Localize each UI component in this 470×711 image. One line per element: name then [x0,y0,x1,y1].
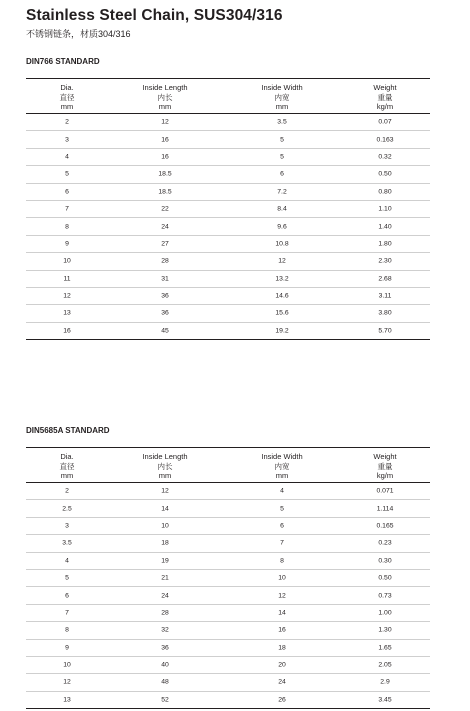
cell-weight: 0.165 [376,522,394,530]
cell-inside-width: 10.8 [275,240,289,248]
cell-inside-width: 9.6 [277,223,287,231]
table-row [26,166,430,183]
cell-weight: 0.32 [378,153,392,161]
cell-dia: 16 [63,327,71,335]
cell-weight: 2.30 [378,257,392,265]
cell-dia: 4 [65,557,69,565]
cell-inside-width: 26 [278,696,286,704]
cell-inside-length: 10 [161,522,169,530]
cell-inside-width: 12 [278,592,286,600]
cell-inside-width: 5 [280,153,284,161]
cell-inside-width: 3.5 [277,118,287,126]
cell-weight: 0.80 [378,188,392,196]
table-row [26,253,430,270]
table-row [26,323,430,340]
cell-dia: 11 [63,275,71,283]
cell-inside-width: 4 [280,487,284,495]
cell-inside-length: 12 [161,487,169,495]
cell-weight: 2.05 [378,661,392,669]
cell-inside-width: 8 [280,557,284,565]
cell-weight: 1.65 [378,644,392,652]
cell-inside-width: 18 [278,644,286,652]
cell-dia: 7 [65,205,69,213]
table-row [26,570,430,587]
table-row [26,622,430,639]
cell-inside-width: 16 [278,626,286,634]
cell-dia: 13 [63,309,71,317]
table-row [26,218,430,235]
table-row [26,605,430,622]
din5685a-standard-label: DIN5685A STANDARD [26,426,110,435]
cell-inside-width: 10 [278,574,286,582]
cell-inside-width: 6 [280,522,284,530]
cell-inside-length: 48 [161,678,169,686]
cell-inside-length: 16 [161,153,169,161]
cell-dia: 8 [65,223,69,231]
table-row [26,500,430,517]
cell-dia: 3 [65,522,69,530]
cell-weight: 1.114 [376,505,394,513]
cell-inside-width: 24 [278,678,286,686]
cell-inside-length: 18.5 [158,170,172,178]
cell-inside-length: 40 [161,661,169,669]
cell-inside-length: 16 [161,136,169,144]
header-dia: Dia. 直径 mm [59,452,75,480]
cell-inside-width: 12 [278,257,286,265]
cell-inside-length: 36 [161,644,169,652]
cell-dia: 4 [65,153,69,161]
table-header [26,78,430,114]
cell-weight: 1.30 [378,626,392,634]
cell-inside-length: 19 [161,557,169,565]
din766-table [26,78,430,340]
table-row [26,288,430,305]
header-weight: Weight 重量 kg/m [373,452,397,480]
cell-dia: 9 [65,240,69,248]
cell-inside-length: 12 [161,118,169,126]
cell-inside-length: 18 [161,539,169,547]
table-body [26,114,430,340]
table-row [26,674,430,691]
header-inside-length: Inside Length 内长 mm [142,83,188,111]
table-row [26,131,430,148]
table-row [26,518,430,535]
cell-inside-length: 14 [161,505,169,513]
cell-weight: 0.50 [378,574,392,582]
cell-inside-length: 24 [161,223,169,231]
cell-weight: 0.30 [378,557,392,565]
header-dia: Dia. 直径 mm [59,83,75,111]
cell-dia: 9 [65,644,69,652]
cell-inside-width: 5 [280,136,284,144]
table-row [26,587,430,604]
table-row [26,271,430,288]
cell-inside-width: 20 [278,661,286,669]
cell-inside-width: 14.6 [275,292,289,300]
cell-inside-length: 45 [161,327,169,335]
page-title: Stainless Steel Chain, SUS304/316 [26,7,283,24]
cell-inside-width: 7 [280,539,284,547]
cell-inside-length: 24 [161,592,169,600]
table-row [26,184,430,201]
table-row [26,692,430,709]
cell-inside-width: 19.2 [275,327,289,335]
cell-weight: 3.11 [378,292,392,300]
header-inside-length: Inside Length 内长 mm [142,452,188,480]
cell-inside-length: 32 [161,626,169,634]
header-inside-width: Inside Width 内宽 mm [261,83,303,111]
cell-weight: 3.80 [378,309,392,317]
cell-dia: 2 [65,487,69,495]
cell-dia: 13 [63,696,71,704]
cell-dia: 12 [63,292,71,300]
cell-weight: 0.071 [376,487,394,495]
cell-inside-length: 18.5 [158,188,172,196]
cell-inside-length: 28 [161,609,169,617]
cell-weight: 2.9 [380,678,390,686]
cell-weight: 0.163 [376,136,394,144]
cell-inside-width: 14 [278,609,286,617]
cell-weight: 1.40 [378,223,392,231]
table-row [26,114,430,131]
cell-weight: 1.00 [378,609,392,617]
cell-dia: 7 [65,609,69,617]
cell-dia: 3.5 [62,539,72,547]
table-row [26,483,430,500]
table-row [26,236,430,253]
cell-inside-length: 21 [161,574,169,582]
cell-dia: 10 [63,257,71,265]
table-row [26,305,430,322]
din766-standard-label: DIN766 STANDARD [26,57,100,66]
cell-dia: 5 [65,574,69,582]
cell-dia: 6 [65,188,69,196]
cell-dia: 2 [65,118,69,126]
cell-inside-length: 36 [161,292,169,300]
cell-weight: 0.50 [378,170,392,178]
cell-weight: 3.45 [378,696,392,704]
table-header [26,447,430,483]
table-row [26,553,430,570]
table-row [26,657,430,674]
cell-inside-width: 13.2 [275,275,289,283]
cell-weight: 1.10 [378,205,392,213]
cell-inside-width: 5 [280,505,284,513]
header-inside-width: Inside Width 内宽 mm [261,452,303,480]
cell-inside-width: 15.6 [275,309,289,317]
cell-weight: 5.70 [378,327,392,335]
cell-inside-width: 6 [280,170,284,178]
cell-inside-length: 22 [161,205,169,213]
cell-inside-width: 8.4 [277,205,287,213]
cell-dia: 10 [63,661,71,669]
page-subtitle: 不锈钢链条，材质304/316 [26,29,131,39]
table-row [26,535,430,552]
cell-inside-width: 7.2 [277,188,287,196]
cell-dia: 2.5 [62,505,72,513]
cell-weight: 0.07 [378,118,392,126]
cell-dia: 8 [65,626,69,634]
cell-dia: 12 [63,678,71,686]
cell-inside-length: 27 [161,240,169,248]
table-row [26,149,430,166]
table-row [26,201,430,218]
cell-weight: 1.80 [378,240,392,248]
cell-inside-length: 31 [161,275,169,283]
cell-weight: 0.23 [378,539,392,547]
header-weight: Weight 重量 kg/m [373,83,397,111]
cell-weight: 0.73 [378,592,392,600]
cell-inside-length: 52 [161,696,169,704]
cell-weight: 2.68 [378,275,392,283]
cell-inside-length: 28 [161,257,169,265]
din5685a-table [26,447,430,709]
cell-dia: 5 [65,170,69,178]
cell-dia: 6 [65,592,69,600]
table-body [26,483,430,709]
cell-dia: 3 [65,136,69,144]
cell-inside-length: 36 [161,309,169,317]
table-row [26,640,430,657]
